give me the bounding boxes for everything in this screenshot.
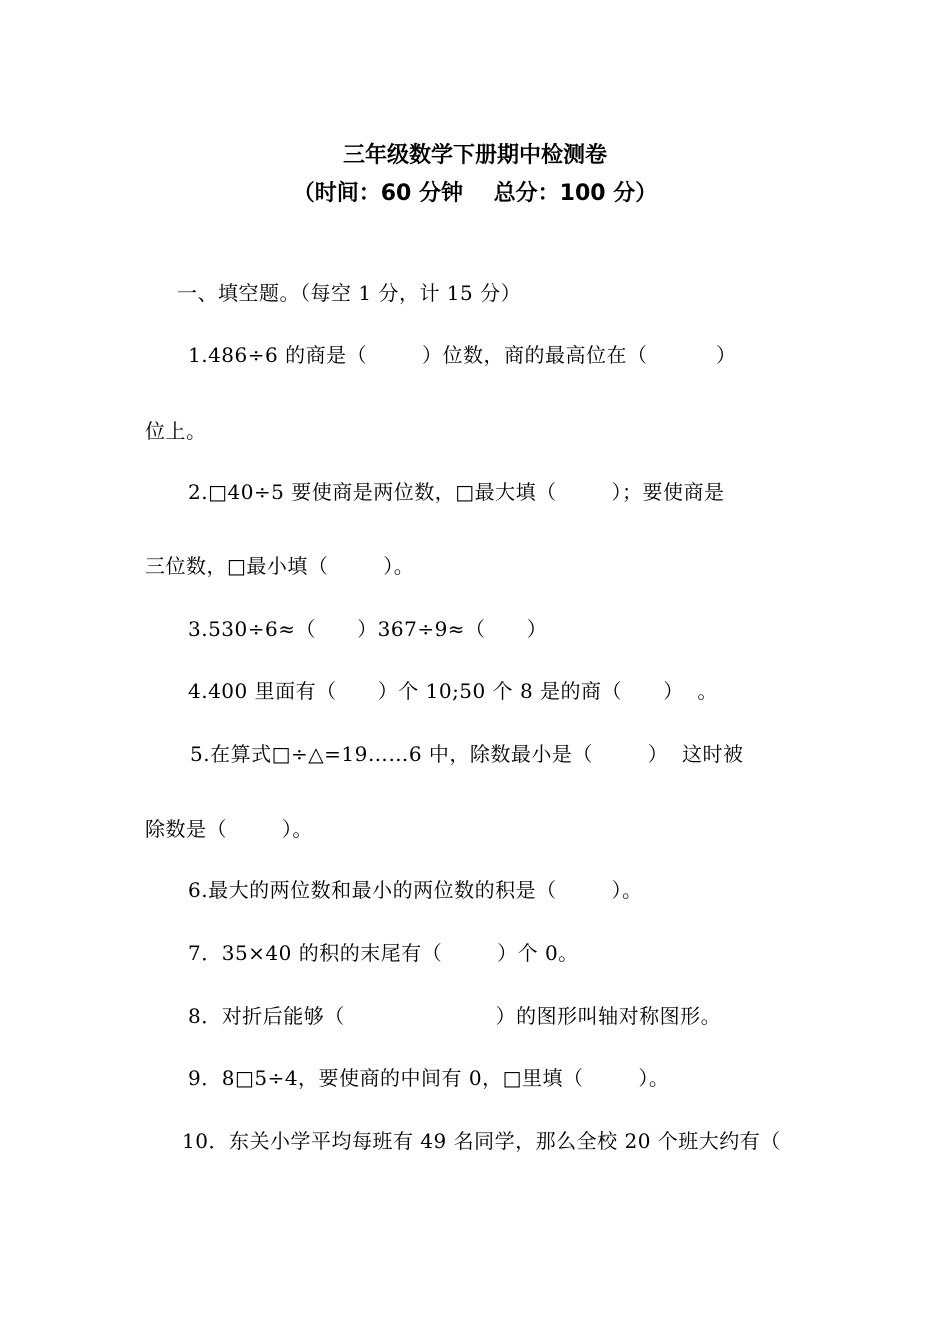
question-line: 8．对折后能够（ ）的图形叫轴对称图形。 [188,1004,722,1028]
section-heading: 一、填空题。（每空 1 分，计 15 分） [177,281,522,305]
question-line: 7．35×40 的积的末尾有（ ）个 0。 [188,941,579,965]
exam-title: 三年级数学下册期中检测卷 [342,143,607,168]
question-line: 4.400 里面有（ ）个 10;50 个 8 是的商（ ） 。 [188,679,718,703]
question-line: 10．东关小学平均每班有 49 名同学，那么全校 20 个班大约有（ [182,1129,781,1153]
question-line: 6.最大的两位数和最小的两位数的积是（ ）。 [188,878,643,902]
question-line: 位上。 [145,419,207,443]
question-line: 三位数，□最小填（ ）。 [145,554,415,578]
question-line: 5.在算式□÷△=19……6 中，除数最小是（ ） 这时被 [190,742,744,766]
question-line: 除数是（ ）。 [145,817,313,841]
exam-subtitle: （时间：60 分钟 总分：100 分） [292,181,658,206]
question-line: 3.530÷6≈（ ）367÷9≈（ ） [188,617,548,641]
question-line: 2.□40÷5 要使商是两位数，□最大填（ ）；要使商是 [188,480,725,504]
question-line: 1.486÷6 的商是（ ）位数，商的最高位在（ ） [188,343,737,367]
question-line: 9．8□5÷4，要使商的中间有 0，□里填（ ）。 [188,1066,670,1090]
